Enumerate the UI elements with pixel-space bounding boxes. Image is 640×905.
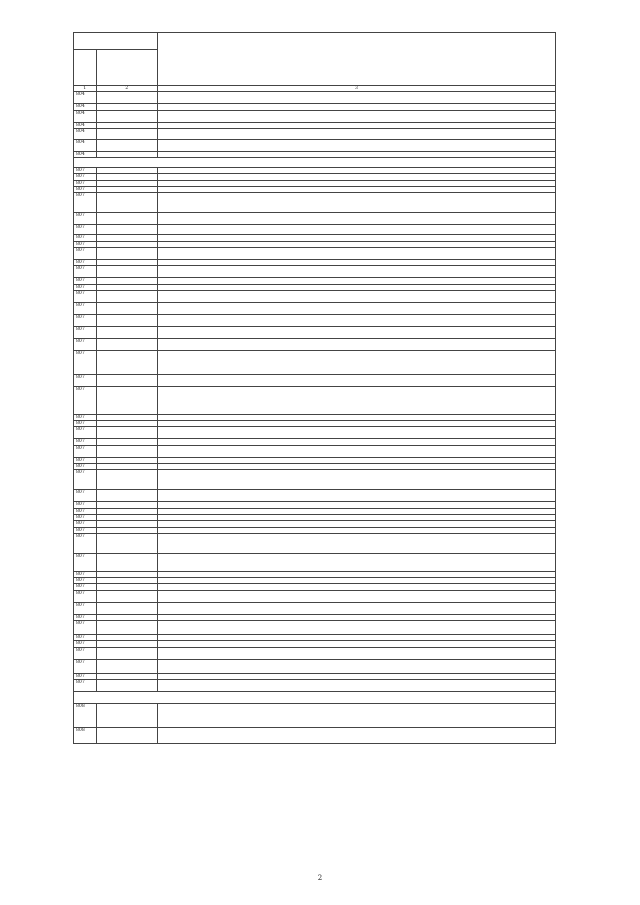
revenue-name-cell xyxy=(157,590,555,602)
table-row xyxy=(74,621,556,635)
table-row xyxy=(74,128,556,139)
table-row xyxy=(74,679,556,691)
admin-code-cell: 807 xyxy=(74,278,97,284)
admin-code-cell: 807 xyxy=(74,621,97,635)
table-row xyxy=(74,533,556,553)
column-number-cell: 1 xyxy=(74,86,97,92)
revenue-code-cell xyxy=(96,247,157,259)
admin-code-cell: 807 xyxy=(74,679,97,691)
section-heading-row xyxy=(74,158,556,168)
revenue-name-cell xyxy=(157,128,555,139)
revenue-name-cell xyxy=(157,193,555,213)
admin-code-cell: 807 xyxy=(74,414,97,420)
table-row xyxy=(74,386,556,414)
table-row xyxy=(74,92,556,104)
revenue-code-cell xyxy=(96,470,157,490)
header-group-cell xyxy=(74,33,158,50)
admin-code-cell: 807 xyxy=(74,168,97,174)
revenue-name-cell xyxy=(157,302,555,314)
budget-classification-table xyxy=(73,32,556,744)
revenue-code-cell xyxy=(96,139,157,151)
admin-code-cell: 804 xyxy=(74,151,97,157)
admin-code-cell: 807 xyxy=(74,284,97,290)
revenue-code-cell xyxy=(96,266,157,278)
revenue-code-cell xyxy=(96,326,157,338)
revenue-name-cell xyxy=(157,679,555,691)
section-heading-row xyxy=(74,691,556,703)
revenue-code-cell xyxy=(96,213,157,225)
admin-code-cell: 807 xyxy=(74,647,97,659)
admin-code-cell: 807 xyxy=(74,193,97,213)
admin-code-cell: 808 xyxy=(74,703,97,727)
table-row xyxy=(74,247,556,259)
budget-classification-sheet xyxy=(73,32,556,744)
admin-code-cell: 807 xyxy=(74,614,97,620)
revenue-code-cell xyxy=(96,621,157,635)
revenue-code-cell xyxy=(96,374,157,386)
admin-code-cell: 807 xyxy=(74,641,97,647)
admin-code-cell: 807 xyxy=(74,457,97,463)
header-code-cell xyxy=(96,50,157,86)
admin-code-cell: 804 xyxy=(74,139,97,151)
revenue-name-cell xyxy=(157,533,555,553)
admin-code-cell: 807 xyxy=(74,439,97,445)
admin-code-cell: 804 xyxy=(74,110,97,122)
revenue-name-cell xyxy=(157,213,555,225)
revenue-name-cell xyxy=(157,659,555,673)
table-row xyxy=(74,302,556,314)
admin-code-cell: 807 xyxy=(74,464,97,470)
revenue-code-cell xyxy=(96,193,157,213)
table-row xyxy=(74,290,556,302)
revenue-name-cell xyxy=(157,92,555,104)
table-header-group-row xyxy=(74,33,556,50)
revenue-name-cell xyxy=(157,621,555,635)
revenue-name-cell xyxy=(157,490,555,502)
revenue-code-cell xyxy=(96,703,157,727)
table-row xyxy=(74,727,556,743)
admin-code-cell: 807 xyxy=(74,490,97,502)
revenue-name-cell xyxy=(157,110,555,122)
table-row xyxy=(74,659,556,673)
admin-code-cell: 807 xyxy=(74,266,97,278)
admin-code-cell: 807 xyxy=(74,225,97,235)
revenue-code-cell xyxy=(96,727,157,743)
revenue-name-cell xyxy=(157,225,555,235)
admin-code-cell: 807 xyxy=(74,421,97,427)
revenue-code-cell xyxy=(96,386,157,414)
admin-code-cell: 807 xyxy=(74,180,97,186)
revenue-code-cell xyxy=(96,659,157,673)
admin-code-cell: 807 xyxy=(74,241,97,247)
admin-code-cell: 807 xyxy=(74,470,97,490)
table-row xyxy=(74,350,556,374)
page-number: 2 xyxy=(317,874,323,882)
table-row xyxy=(74,139,556,151)
table-row xyxy=(74,110,556,122)
revenue-name-cell xyxy=(157,247,555,259)
revenue-code-cell xyxy=(96,225,157,235)
admin-code-cell: 804 xyxy=(74,122,97,128)
admin-code-cell: 807 xyxy=(74,235,97,241)
admin-code-cell: 807 xyxy=(74,521,97,527)
admin-code-cell: 807 xyxy=(74,590,97,602)
revenue-name-cell xyxy=(157,703,555,727)
admin-code-cell: 807 xyxy=(74,386,97,414)
revenue-code-cell xyxy=(96,445,157,457)
admin-code-cell: 807 xyxy=(74,174,97,180)
revenue-name-cell xyxy=(157,470,555,490)
revenue-code-cell xyxy=(96,553,157,571)
revenue-code-cell xyxy=(96,314,157,326)
revenue-code-cell xyxy=(96,350,157,374)
revenue-name-cell xyxy=(157,326,555,338)
table-row xyxy=(74,326,556,338)
admin-code-cell: 807 xyxy=(74,578,97,584)
revenue-code-cell xyxy=(96,590,157,602)
revenue-code-cell xyxy=(96,290,157,302)
section-heading-cell xyxy=(74,691,556,703)
table-row xyxy=(74,445,556,457)
revenue-name-cell xyxy=(157,553,555,571)
revenue-name-cell xyxy=(157,290,555,302)
table-row xyxy=(74,213,556,225)
admin-code-cell: 807 xyxy=(74,427,97,439)
admin-code-cell: 807 xyxy=(74,659,97,673)
admin-code-cell: 807 xyxy=(74,602,97,614)
revenue-code-cell xyxy=(96,679,157,691)
admin-code-cell: 807 xyxy=(74,187,97,193)
header-name-cell xyxy=(157,33,555,86)
revenue-name-cell xyxy=(157,602,555,614)
table-row xyxy=(74,266,556,278)
admin-code-cell: 807 xyxy=(74,213,97,225)
admin-code-cell: 807 xyxy=(74,290,97,302)
admin-code-cell: 807 xyxy=(74,502,97,508)
revenue-name-cell xyxy=(157,266,555,278)
table-row xyxy=(74,338,556,350)
revenue-name-cell xyxy=(157,386,555,414)
revenue-code-cell xyxy=(96,110,157,122)
table-row xyxy=(74,193,556,213)
admin-code-cell: 807 xyxy=(74,445,97,457)
revenue-code-cell xyxy=(96,427,157,439)
revenue-name-cell xyxy=(157,427,555,439)
revenue-name-cell xyxy=(157,727,555,743)
revenue-code-cell xyxy=(96,92,157,104)
revenue-name-cell xyxy=(157,314,555,326)
admin-code-cell: 804 xyxy=(74,128,97,139)
admin-code-cell: 807 xyxy=(74,508,97,514)
admin-code-cell: 804 xyxy=(74,104,97,110)
admin-code-cell: 807 xyxy=(74,350,97,374)
admin-code-cell: 807 xyxy=(74,673,97,679)
table-row xyxy=(74,647,556,659)
revenue-name-cell xyxy=(157,338,555,350)
admin-code-cell: 807 xyxy=(74,571,97,577)
table-row xyxy=(74,374,556,386)
revenue-code-cell xyxy=(96,533,157,553)
revenue-name-cell xyxy=(157,374,555,386)
admin-code-cell: 807 xyxy=(74,514,97,520)
table-row xyxy=(74,314,556,326)
admin-code-cell: 807 xyxy=(74,259,97,265)
table-row xyxy=(74,427,556,439)
admin-code-cell: 807 xyxy=(74,302,97,314)
admin-code-cell: 808 xyxy=(74,727,97,743)
revenue-name-cell xyxy=(157,139,555,151)
admin-code-cell: 807 xyxy=(74,247,97,259)
admin-code-cell: 807 xyxy=(74,584,97,590)
column-number-cell: 3 xyxy=(157,86,555,92)
admin-code-cell: 807 xyxy=(74,635,97,641)
admin-code-cell: 807 xyxy=(74,527,97,533)
admin-code-cell: 807 xyxy=(74,338,97,350)
revenue-name-cell xyxy=(157,350,555,374)
table-row xyxy=(74,225,556,235)
revenue-code-cell xyxy=(96,647,157,659)
revenue-code-cell xyxy=(96,128,157,139)
revenue-name-cell xyxy=(157,647,555,659)
table-row xyxy=(74,470,556,490)
section-heading-cell xyxy=(74,158,556,168)
table-row xyxy=(74,590,556,602)
table-row xyxy=(74,602,556,614)
admin-code-cell: 807 xyxy=(74,326,97,338)
revenue-code-cell xyxy=(96,302,157,314)
admin-code-cell: 807 xyxy=(74,533,97,553)
table-row xyxy=(74,703,556,727)
admin-code-cell: 807 xyxy=(74,374,97,386)
admin-code-cell: 807 xyxy=(74,314,97,326)
revenue-name-cell xyxy=(157,445,555,457)
column-number-cell: 2 xyxy=(96,86,157,92)
revenue-code-cell xyxy=(96,490,157,502)
admin-code-cell: 804 xyxy=(74,92,97,104)
revenue-code-cell xyxy=(96,338,157,350)
table-row xyxy=(74,490,556,502)
admin-code-cell: 807 xyxy=(74,553,97,571)
header-admin-cell xyxy=(74,50,97,86)
revenue-code-cell xyxy=(96,602,157,614)
table-row xyxy=(74,553,556,571)
